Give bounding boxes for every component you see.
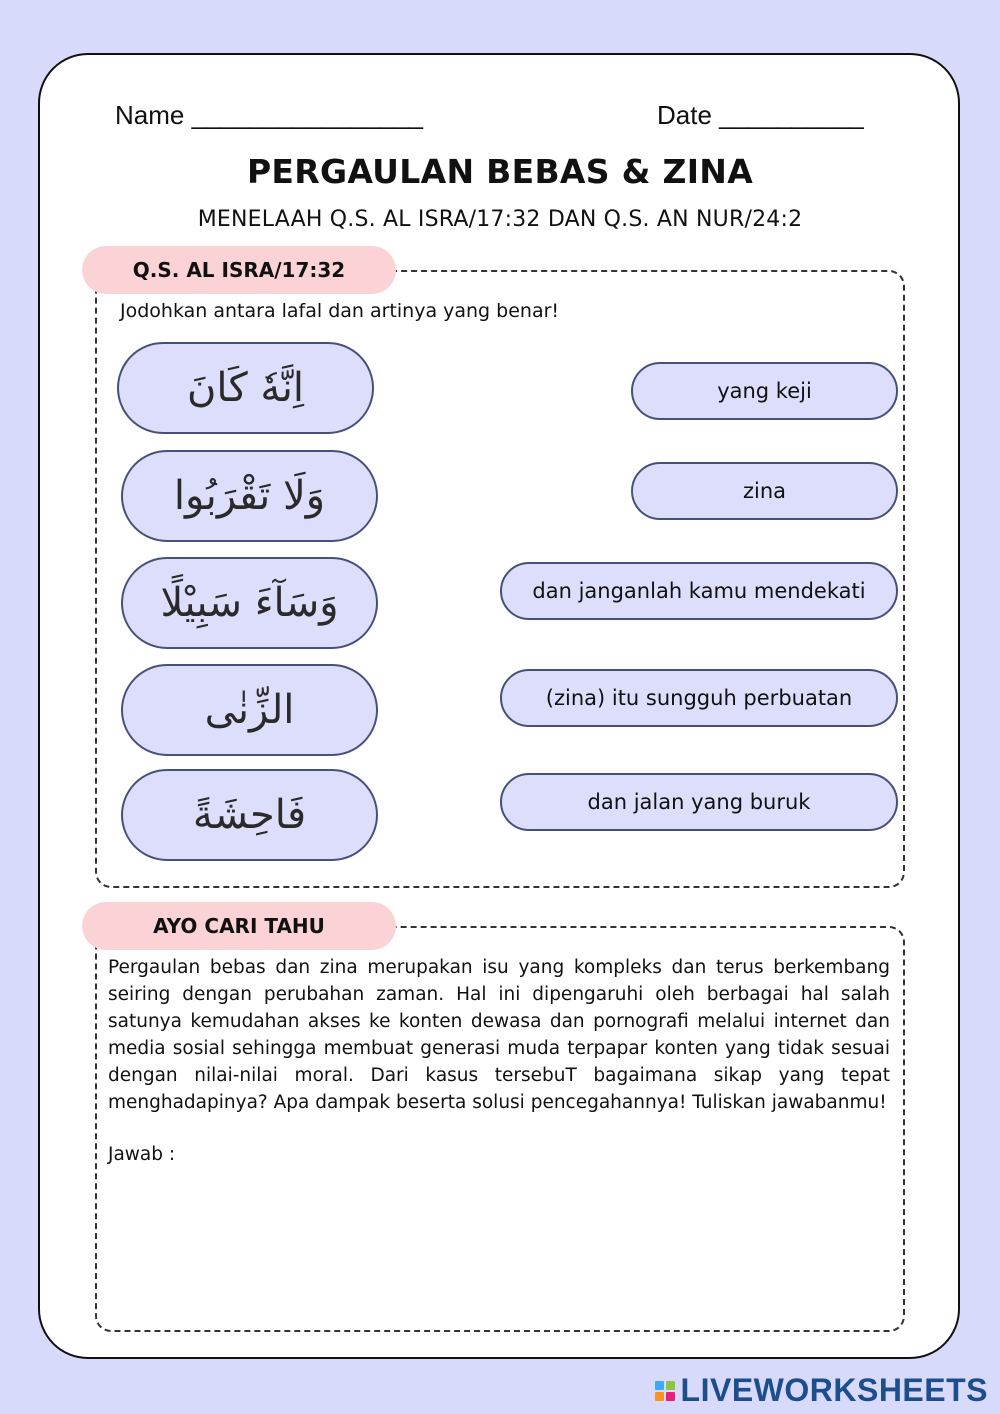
meaning-option-4[interactable]: (zina) itu sungguh perbuatan — [500, 669, 898, 727]
discussion-paragraph: Pergaulan bebas dan zina merupakan isu yang kompleks dan terus berkembang seiring dengan perubahan zaman. Hal ini dipengaruhi oleh berbagai hal salah satunya kemudahan akses ke konten dewasa dan pornografi melalui internet dan media sosial sehingga membuat generasi muda terpapar konten yang tidak sesuai dengan nilai-nilai moral. Dari kasus tersebuT bagaimana sikap yang tepat menghadapinya? Apa dampak beserta solusi pencegahannya! Tuliskan jawabanmu! — [108, 957, 890, 1113]
arabic-term-1[interactable]: اِنَّهٗ كَانَ — [117, 342, 374, 434]
meaning-option-3[interactable]: dan janganlah kamu mendekati — [500, 562, 898, 620]
name-field[interactable]: Name ________________ — [115, 100, 423, 130]
matching-instruction: Jodohkan antara lafal dan artinya yang benar! — [120, 300, 560, 322]
answer-label: Jawab : — [108, 1144, 176, 1165]
arabic-term-4[interactable]: الزِّنٰى — [121, 664, 378, 756]
page-subtitle: MENELAAH Q.S. AL ISRA/17:32 DAN Q.S. AN NUR/24:2 — [197, 207, 803, 232]
section-tab-ayo-cari-tahu: AYO CARI TAHU — [82, 902, 396, 950]
answer-input-area[interactable] — [108, 1175, 890, 1320]
liveworksheets-brand — [655, 1372, 988, 1409]
arabic-term-2[interactable]: وَلَا تَقْرَبُوا — [121, 450, 378, 542]
page-title: PERGAULAN BEBAS & ZINA — [246, 152, 754, 191]
brand-name: LIVEWORKSHEETS — [680, 1372, 988, 1408]
liveworksheets-logo-icon — [655, 1381, 675, 1401]
arabic-term-3[interactable]: وَسَآءَ سَبِيْلًا — [121, 557, 378, 649]
arabic-term-5[interactable]: فَاحِشَةً — [121, 769, 378, 861]
date-field[interactable]: Date __________ — [657, 100, 864, 130]
section-tab-al-isra: Q.S. AL ISRA/17:32 — [82, 246, 396, 294]
meaning-option-2[interactable]: zina — [631, 462, 898, 520]
meaning-option-5[interactable]: dan jalan yang buruk — [500, 773, 898, 831]
meaning-option-1[interactable]: yang keji — [631, 362, 898, 420]
